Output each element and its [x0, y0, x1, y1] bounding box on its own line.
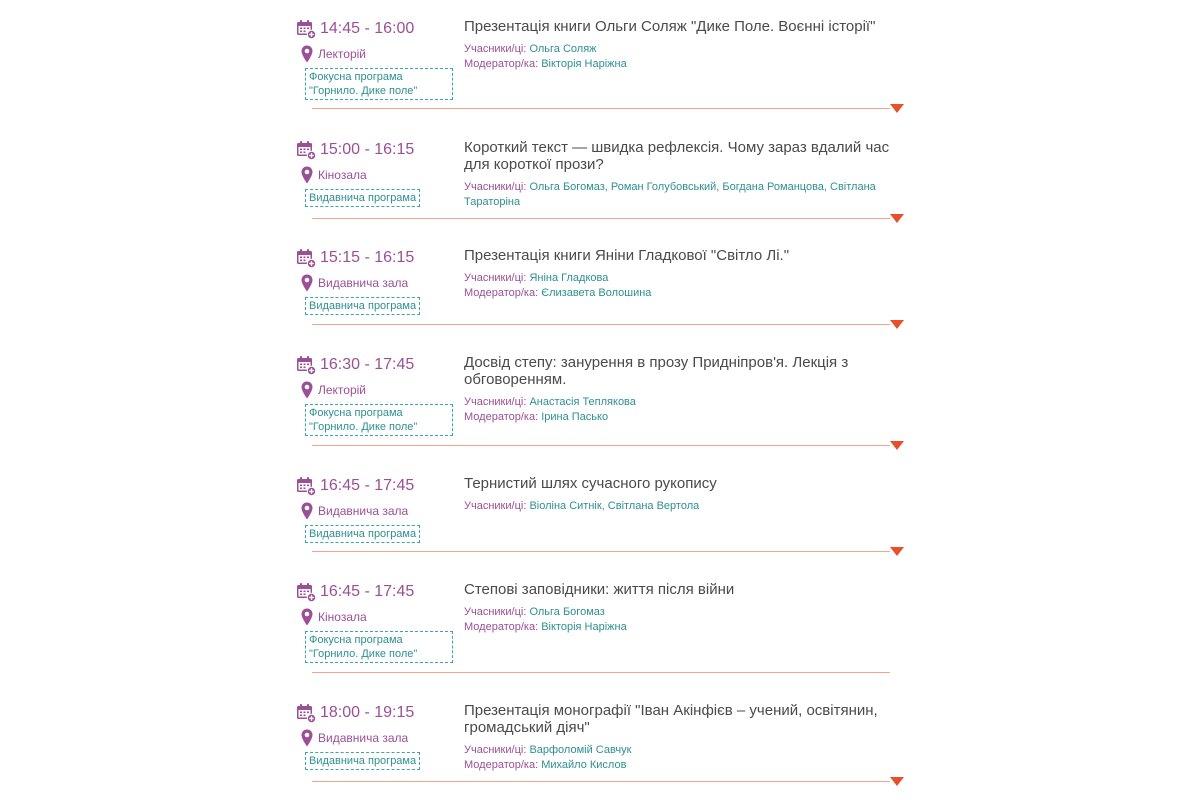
event-details	[464, 702, 904, 773]
event-time: 18:00 - 19:15	[320, 704, 415, 721]
event-time-row	[296, 581, 462, 603]
participants-value[interactable]: Варфоломій Савчук	[529, 744, 632, 756]
event-title[interactable]: Презентація монографії "Іван Акінфієв – учений, освітянин, громадський діяч"	[464, 702, 878, 736]
participants-value[interactable]: Віоліна Ситнік, Світлана Вертола	[529, 500, 700, 512]
event-location-row	[301, 381, 462, 399]
map-pin-icon	[301, 608, 313, 626]
event-details	[464, 139, 904, 210]
event-time: 16:45 - 17:45	[320, 583, 415, 600]
triangle-down-icon[interactable]	[890, 547, 904, 556]
event-separator	[312, 445, 890, 446]
event-meta	[296, 581, 462, 663]
event-details	[464, 18, 904, 72]
participants-line	[464, 271, 904, 286]
event-location-row	[301, 608, 462, 626]
participants-line	[464, 605, 904, 620]
event-location-row	[301, 45, 462, 63]
moderator-value[interactable]: Михайло Кислов	[541, 759, 627, 771]
moderator-label: Модератор/ка:	[464, 411, 539, 423]
moderator-line	[464, 410, 904, 425]
participants-value[interactable]: Ольга Богомаз	[529, 606, 605, 618]
calendar-plus-icon[interactable]	[296, 582, 316, 602]
event-meta	[296, 475, 462, 543]
participants-value[interactable]: Ольга Соляж	[529, 43, 597, 55]
moderator-line	[464, 57, 904, 72]
event-location-row	[301, 729, 462, 747]
event-location: Кінозала	[318, 610, 367, 624]
event-title[interactable]: Тернистий шлях сучасного рукопису	[464, 475, 717, 492]
event-meta	[296, 18, 462, 100]
map-pin-icon	[301, 166, 313, 184]
event-program-tag[interactable]: Фокусна програма "Горнило. Дике поле"	[305, 631, 453, 663]
moderator-label: Модератор/ка:	[464, 759, 539, 771]
event-location: Видавнича зала	[318, 504, 409, 518]
event-time-row	[296, 247, 462, 269]
event-time-row	[296, 702, 462, 724]
calendar-plus-icon[interactable]	[296, 19, 316, 39]
event-title[interactable]: Презентація книги Ольги Соляж "Дике Поле. Воєнні історії"	[464, 18, 876, 35]
event-meta	[296, 139, 462, 207]
map-pin-icon	[301, 729, 313, 747]
event-details	[464, 247, 904, 301]
event-time-row	[296, 354, 462, 376]
event-title[interactable]: Степові заповідники: життя після війни	[464, 581, 735, 598]
event-people	[464, 605, 904, 635]
moderator-line	[464, 620, 904, 635]
event-time: 15:15 - 16:15	[320, 249, 415, 266]
event-location: Лекторій	[318, 383, 367, 397]
event-program-tag[interactable]: Видавнича програма	[305, 525, 420, 543]
event-separator	[312, 108, 890, 109]
triangle-down-icon[interactable]	[890, 320, 904, 329]
triangle-down-icon[interactable]	[890, 441, 904, 450]
event-title[interactable]: Презентація книги Яніни Гладкової "Світло Лі."	[464, 247, 790, 264]
event-location-row	[301, 274, 462, 292]
moderator-label: Модератор/ка:	[464, 287, 539, 299]
participants-label: Учасники/ці:	[464, 272, 527, 284]
event-location: Видавнича зала	[318, 731, 409, 745]
participants-label: Учасники/ці:	[464, 43, 527, 55]
moderator-value[interactable]: Ірина Пасько	[541, 411, 609, 423]
event-people	[464, 499, 904, 514]
event-program-tag[interactable]: Видавнича програма	[305, 752, 420, 770]
moderator-line	[464, 286, 904, 301]
event-location: Видавнича зала	[318, 276, 409, 290]
event-program-tag[interactable]: Видавнича програма	[305, 189, 420, 207]
moderator-value[interactable]: Вікторія Наріжна	[541, 621, 627, 633]
participants-line	[464, 743, 904, 758]
event-time-row	[296, 475, 462, 497]
event-location: Кінозала	[318, 168, 367, 182]
event-time: 16:30 - 17:45	[320, 356, 415, 373]
event-time: 14:45 - 16:00	[320, 20, 415, 37]
event-program-tag[interactable]: Фокусна програма "Горнило. Дике поле"	[305, 68, 453, 100]
moderator-label: Модератор/ка:	[464, 621, 539, 633]
event-time-row	[296, 139, 462, 161]
participants-label: Учасники/ці:	[464, 500, 527, 512]
event-people	[464, 395, 904, 425]
participants-label: Учасники/ці:	[464, 396, 527, 408]
event-people	[464, 42, 904, 72]
event-separator	[312, 218, 890, 219]
moderator-line	[464, 758, 904, 773]
map-pin-icon	[301, 274, 313, 292]
participants-label: Учасники/ці:	[464, 744, 527, 756]
event-program-tag[interactable]: Фокусна програма "Горнило. Дике поле"	[305, 404, 453, 436]
event-location-row	[301, 502, 462, 520]
participants-value[interactable]: Анастасія Теплякова	[529, 396, 636, 408]
event-time-row	[296, 18, 462, 40]
calendar-plus-icon[interactable]	[296, 703, 316, 723]
calendar-plus-icon[interactable]	[296, 140, 316, 160]
event-separator	[312, 781, 890, 782]
event-location: Лекторій	[318, 47, 367, 61]
event-meta	[296, 702, 462, 770]
participants-line	[464, 395, 904, 410]
participants-label: Учасники/ці:	[464, 181, 527, 193]
map-pin-icon	[301, 502, 313, 520]
participants-value[interactable]: Ольга Богомаз, Роман Голубовський, Богдана Романцова, Світлана Тараторіна	[464, 181, 876, 208]
triangle-down-icon[interactable]	[890, 104, 904, 113]
participants-label: Учасники/ці:	[464, 606, 527, 618]
event-time: 15:00 - 16:15	[320, 141, 415, 158]
map-pin-icon	[301, 45, 313, 63]
event-time: 16:45 - 17:45	[320, 477, 415, 494]
event-location-row	[301, 166, 462, 184]
moderator-value[interactable]: Вікторія Наріжна	[541, 58, 627, 70]
event-people	[464, 271, 904, 301]
event-meta	[296, 354, 462, 436]
calendar-plus-icon[interactable]	[296, 248, 316, 268]
triangle-down-icon[interactable]	[890, 214, 904, 223]
triangle-down-icon[interactable]	[890, 777, 904, 786]
event-title[interactable]: Короткий текст — швидка рефлексія. Чому зараз вдалий час для короткої прози?	[464, 139, 890, 173]
event-details	[464, 581, 904, 635]
event-program-tag[interactable]: Видавнича програма	[305, 297, 420, 315]
event-title[interactable]: Досвід степу: занурення в прозу Придніпров'я. Лекція з обговоренням.	[464, 354, 849, 388]
calendar-plus-icon[interactable]	[296, 355, 316, 375]
participants-value[interactable]: Яніна Гладкова	[529, 272, 609, 284]
participants-line	[464, 42, 904, 57]
event-separator	[312, 324, 890, 325]
event-details	[464, 354, 904, 425]
event-people	[464, 743, 904, 773]
moderator-label: Модератор/ка:	[464, 58, 539, 70]
calendar-plus-icon[interactable]	[296, 476, 316, 496]
event-separator	[312, 551, 890, 552]
event-separator	[312, 672, 890, 673]
moderator-value[interactable]: Єлизавета Волошина	[541, 287, 652, 299]
event-details	[464, 475, 904, 514]
map-pin-icon	[301, 381, 313, 399]
participants-line	[464, 499, 904, 514]
participants-line	[464, 180, 904, 210]
event-people	[464, 180, 904, 210]
event-meta	[296, 247, 462, 315]
